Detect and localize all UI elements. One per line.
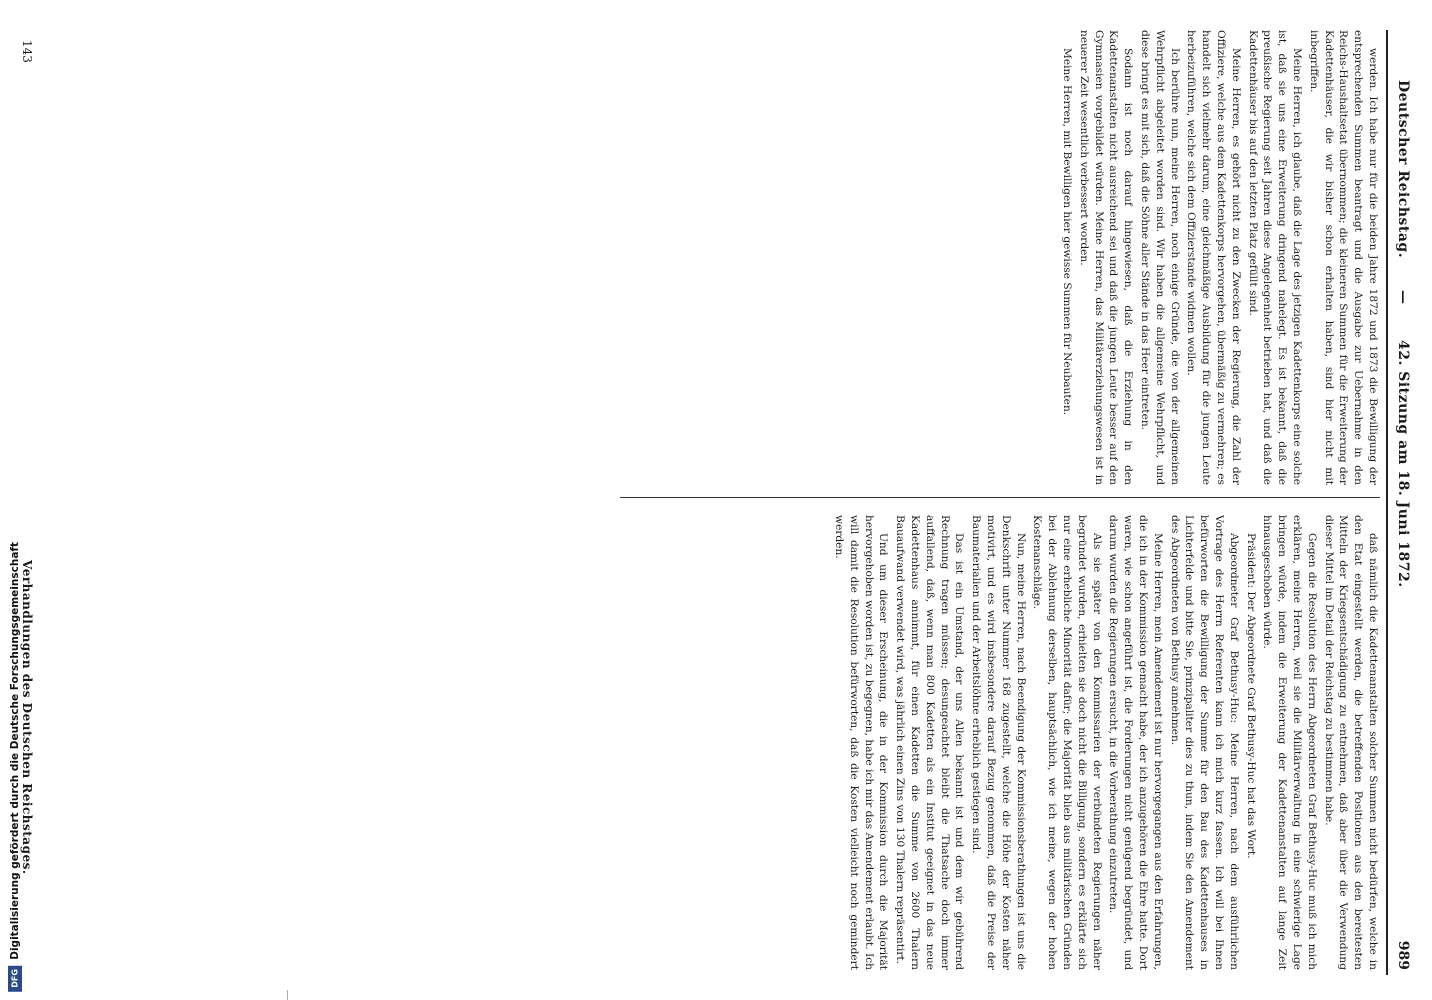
paragraph: Sodann ist noch darauf hingewiesen, daß die Erziehung in den Kadettenanstalten nicht ausreichend sei und daß die jungen Leute besser auf den Gymnasien vorgebildet würden. Meine Herren, das Militärerziehungswesen ist in neuerer Zeit wesentlich verbessert worden. [1077, 30, 1135, 485]
paragraph: Nun, meine Herren, nach Beendigung der Kommissionsberathungen ist uns die Denkschrift unter Nummer 168 zugestellt, welche die Höhe der Kosten näher motivirt, und es wird insbesondere darauf Bezug genommen, daß die Preise der Baumaterialien und der Arbeitslöhne erheblich gestiegen sind. [970, 515, 1027, 970]
paragraph: Das ist ein Umstand, der uns Allen bekannt ist und dem wir gebührend Rechnung tragen müssen; desungeachtet bleibt die Thatsache doch immer auffallend, daß, wenn man 800 Kadetten als ein Institut geeignet in das neue Kadettenhaus annimmt, für einen Kadetten die Summe von 2600 Thalern Bauaufwand verwendet wird, was jährlich einen Zins von 130 Thalern repräsentirt. [894, 515, 966, 970]
paragraph: Meine Herren, mein Amendement ist nur hervorgegangen aus den Erfahrungen, die ich in der Kommission gemacht habe, der ich anzugehören die Ehre hatte. Dort waren, wie schon angeführt ist, die Forderungen nicht genügend begründet, und darum wurden die Regierungen ersucht, in die Vorberathung einzutreten. [1107, 515, 1164, 970]
page-header [1390, 40, 1416, 970]
header-sitting: 42. Sitzung am 18. Juni 1872. [1395, 340, 1411, 588]
page-number: 989 [1395, 940, 1411, 970]
digitization-text: Digitalisierung gefördert durch die Deutsche Forschungsgemeinschaft [9, 542, 21, 960]
header-rule [1386, 30, 1388, 975]
paragraph: Als sie später von den Kommissarien der verbündeten Regierungen näher begründet wurden, erhielten sie doch nicht die Billigung, sondern es erklärte sich nur eine erhebliche Minorität dafür; die Majorität blieb aus militärischen Gründen bei der Ablehnung derselben, hauptsächlich, wie ich meine, wegen der hohen Kostenanschläge. [1031, 515, 1103, 970]
header-title: Deutscher Reichstag. [1395, 80, 1411, 259]
paragraph: Ich berühre nun, meine Herren, noch einige Gründe, die von der allgemeinen Wehrpflicht abgeleitet worden sind. Wir haben die allgemeine Wehrpflicht, und diese bringt es mit sich, daß die Söhne aller Stände in das Heer eintreten. [1139, 30, 1181, 485]
paragraph: Meine Herren, ich glaube, daß die Lage des jetzigen Kadettenkorps eine solche ist, daß sie uns eine Erweiterung dringend nahelegt. Es ist bekannt, daß die preußische Regierung seit Jahren diese Angelegenheit betrieben hat, und daß die Kadettenhäuser bis auf den letzten Platz gefüllt sind. [1246, 30, 1304, 485]
paragraph: werden. Ich habe nur für die beiden Jahre 1872 und 1873 die Bewilligung der entsprechenden Summen beantragt und die Ausgabe zur Uebernahme in den Reichs-Haushaltsetat übernommen; die kleineren Summen für die Erweiterung der Kadettenhäuser, die wir bisher schon erhalten haben, sind hier nicht mit inbegriffen. [1307, 30, 1379, 485]
column-divider [620, 497, 1380, 498]
dfg-logo-icon: DFG [8, 966, 22, 992]
paragraph: Gegen die Resolution des Herrn Abgeordneten Graf Bethusy-Huc muß ich mich erklären, meine Herren, weil sie die Militärverwaltung in eine schwierige Lage bringen würde, indem die Erweiterung der Kadettenanstalten auf lange Zeit hinausgeschoben würde. [1261, 515, 1318, 970]
footer-title: Verhandlungen des Deutschen Reichstages. [20, 560, 34, 875]
speaker-paragraph: Abgeordneter Graf Bethusy-Huc: Meine Herren, nach dem ausführlichen Vortrage des Herrn Referenten kann ich mich kurz fassen. Ich will bei Ihnen befürworten die Bewilligung der Summe für den Bau des Kadettenhauses in Lichterfelde und bitte Sie, prinzipaliter dies zu thun, indem Sie den Amendement des Abgeordneten von Bethusy annehmen. [1168, 515, 1240, 970]
paragraph: Und um dieser Erscheinung, die in der Kommission durch die Majorität hervorgehoben worden ist, zu begegnen, habe ich mir das Amendement erlaubt. Ich will damit die Resolution befürworten, daß die Kosten vielleicht noch gemindert werden. [833, 515, 890, 970]
digitization-credit [8, 542, 22, 992]
text-column-left [20, 515, 1380, 970]
paragraph: Meine Herren, mit Bewilligen hier gewisse Summen für Neubauten. [1061, 48, 1074, 416]
speaker-paragraph: Präsident: Der Abgeordnete Graf Bethusy-Huc hat das Wort. [1244, 533, 1257, 859]
paragraph: daß nämlich die Kadettenanstalten solcher Summen nicht bedürfen, welche in den Etat eingestellt werden, die betreffenden Positionen aus den bereitesten Mitteln der Kriegsentschädigung zu entnehmen, daß aber über die Verwendung dieser Mittel im Detail der Reichstag zu bestimmen habe. [1322, 515, 1379, 970]
header-dash: — [1395, 290, 1411, 304]
scan-artifact-mark [287, 990, 288, 1000]
paragraph: Meine Herren, es gehört nicht zu den Zwecken der Regierung, die Zahl der Offiziere, welche aus dem Kadettenkorps hervorgehen, übermäßig zu vermehren; es handelt sich vielmehr darum, eine gleichmäßige Ausbildung für die jungen Leute herbeizuführen, welche sich dem Offizierstande widmen wollen. [1185, 30, 1242, 485]
text-column-right [20, 30, 1380, 485]
folio-number: 143 [20, 40, 34, 63]
